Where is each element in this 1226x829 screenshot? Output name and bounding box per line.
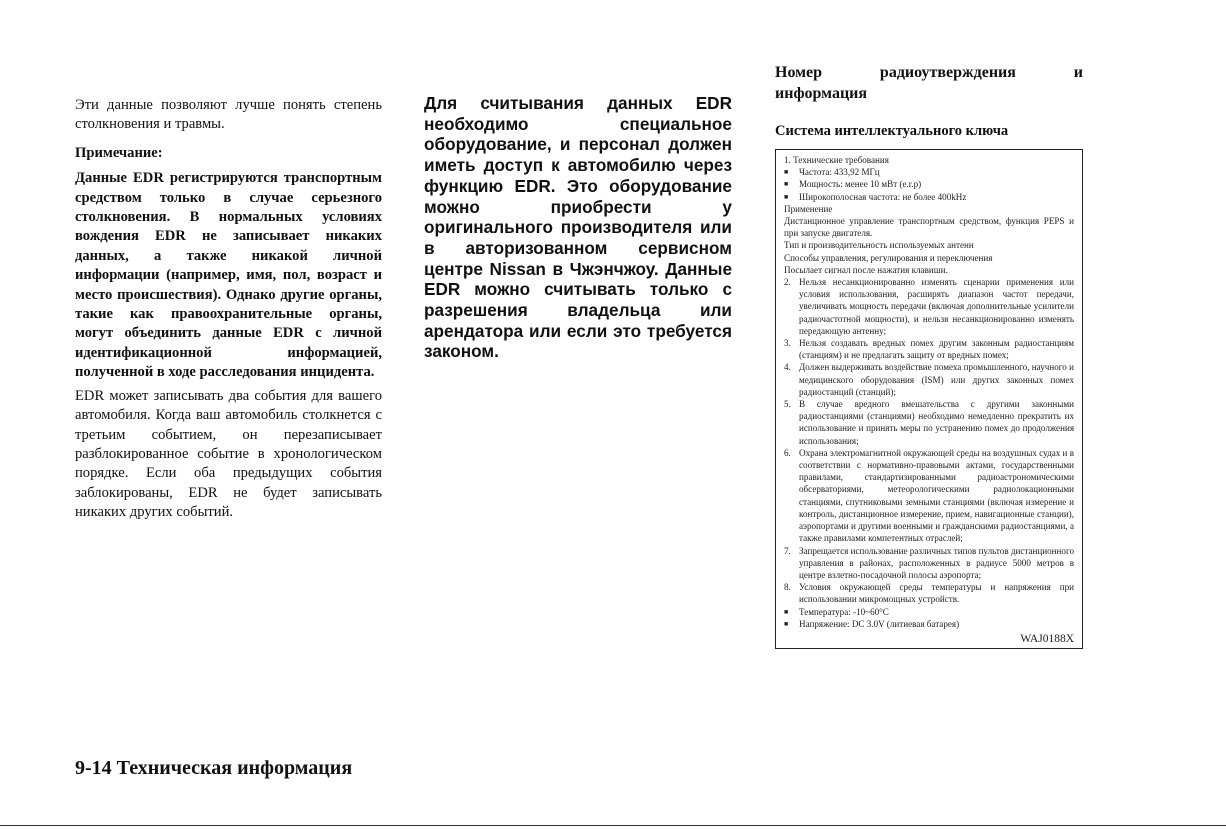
- bullet-icon: ■: [784, 607, 789, 616]
- radio-approval-title: Номер радиоутверждения и: [775, 64, 1083, 81]
- column-left: [75, 96, 382, 523]
- spec-bullet: ■ Мощность: менее 10 мВт (e.r.p): [784, 179, 922, 190]
- bullet-icon: ■: [784, 180, 789, 189]
- bullet-icon: ■: [784, 168, 789, 177]
- bullet-icon: ■: [784, 619, 789, 628]
- note-text: Данные EDR регистрируются транспортным средством только в случае серьезного столкновения. В нормальных условиях вождения EDR не записывает никаких данных, а также никакой личной информации (например, имя, пол, возраст и место происшествия). Однако другие органы, такие как правоохранительные органы, могут объединить данные EDR с личной идентификационной информацией, полученной в ходе расследования инцидента.: [75, 170, 382, 381]
- spec-bullet: ■ Напряжение: DC 3.0V (литиевая батарея): [784, 618, 960, 629]
- bullet-icon: ■: [784, 192, 789, 201]
- list-item: 3. Нельзя создавать вредных помех другим законным радиостанциям (станциям) и не предлагать защиту от вредных помех;: [784, 338, 1074, 361]
- list-item: 8. Условия окружающей среды температуры и напряжения при использовании микромощных устройств.: [784, 582, 1074, 605]
- system-title: Система интеллектуального ключа: [775, 123, 1009, 139]
- antenna-type-line: Тип и производительность используемых антенн: [784, 240, 974, 251]
- signal-line: Посылает сигнал после нажатия клавиши.: [784, 264, 948, 275]
- column-right: [775, 62, 1083, 649]
- spec-bullet: ■ Частота: 433,92 МГц: [784, 167, 880, 178]
- spec-box: [775, 149, 1083, 649]
- usage-text: Дистанционное управление транспортным средством, функция PEPS и при запуске двигателя.: [784, 216, 1074, 239]
- paragraph-intro: Эти данные позволяют лучше понять степень столкновения и травмы.: [75, 97, 382, 133]
- usage-label: Применение: [784, 203, 833, 214]
- bottom-divider: [0, 825, 1226, 826]
- list-item: 2. Нельзя несанкционированно изменять сценарии применения или условия использования, расширять диапазон частот передачи, увеличивать мощность передачи (включая дополнительные усилители радиочастотной мощности), и нельзя несанкционированно изменять передающую антенну;: [784, 277, 1074, 336]
- control-methods-line: Способы управления, регулирования и переключения: [784, 252, 993, 263]
- figure-code: WAJ0188X: [1020, 632, 1074, 645]
- paragraph-events: EDR может записывать два события для вашего автомобиля. Когда ваш автомобиль столкнется с третьим событием, он перезаписывает разблокированное событие в хронологическом порядке. Если оба предыдущих события заблокированы, EDR не будет записывать никаких других событий.: [75, 387, 382, 521]
- list-item: 6. Охрана электромагнитной окружающей среды на воздушных судах и в соответствии с нормативно-правовыми актами, государственными правилами, стандартизированными радиоастрономическими обсерваториями, метеорологическими радиолокационными станциями, спутниковыми земными станциями (включая измерение и контроль, дистанционное измерение, прием, навигационные станции), аэропортами и другими военными и гражданскими радиостанциями, а также правилами компетентных отраслей;: [784, 447, 1074, 544]
- edr-reading-text: Для считывания данных EDR необходимо специальное оборудование, и персонал должен иметь доступ к автомобилю через функцию EDR. Это оборудование можно приобрести у оригинального производителя или в авторизованном сервисном центре Nissan в Чжэнчжоу. Данные EDR можно считывать только с разрешения владельца или арендатора или если это требуется законом.: [424, 93, 732, 362]
- tech-req-heading: 1. Технические требования: [784, 155, 889, 165]
- list-item: 4. Должен выдерживать воздействие помеха промышленного, научного и медицинского оборудования (ISM) или других законных помех радиостанций (станций);: [784, 362, 1074, 397]
- list-item: 5. В случае вредного вмешательства с другими законными радиостанциями (станциями) необходимо немедленно прекратить их использование и принять меры по устранению помех до продолжения использования;: [784, 399, 1074, 446]
- column-middle: [424, 93, 732, 362]
- page-footer: 9-14 Техническая информация: [75, 757, 353, 779]
- spec-bullet: ■ Широкополосная частота: не более 400kHz: [784, 191, 967, 202]
- spec-bullet: ■ Температура: -10~60°C: [784, 606, 889, 617]
- radio-approval-title-2: информация: [775, 85, 868, 102]
- note-label: Примечание:: [75, 144, 163, 161]
- list-item: 7. Запрещается использование различных типов пультов дистанционного управления в районах, расположенных в радиусе 5000 метров в центре взлетно-посадочной полосы аэропорта;: [784, 545, 1075, 580]
